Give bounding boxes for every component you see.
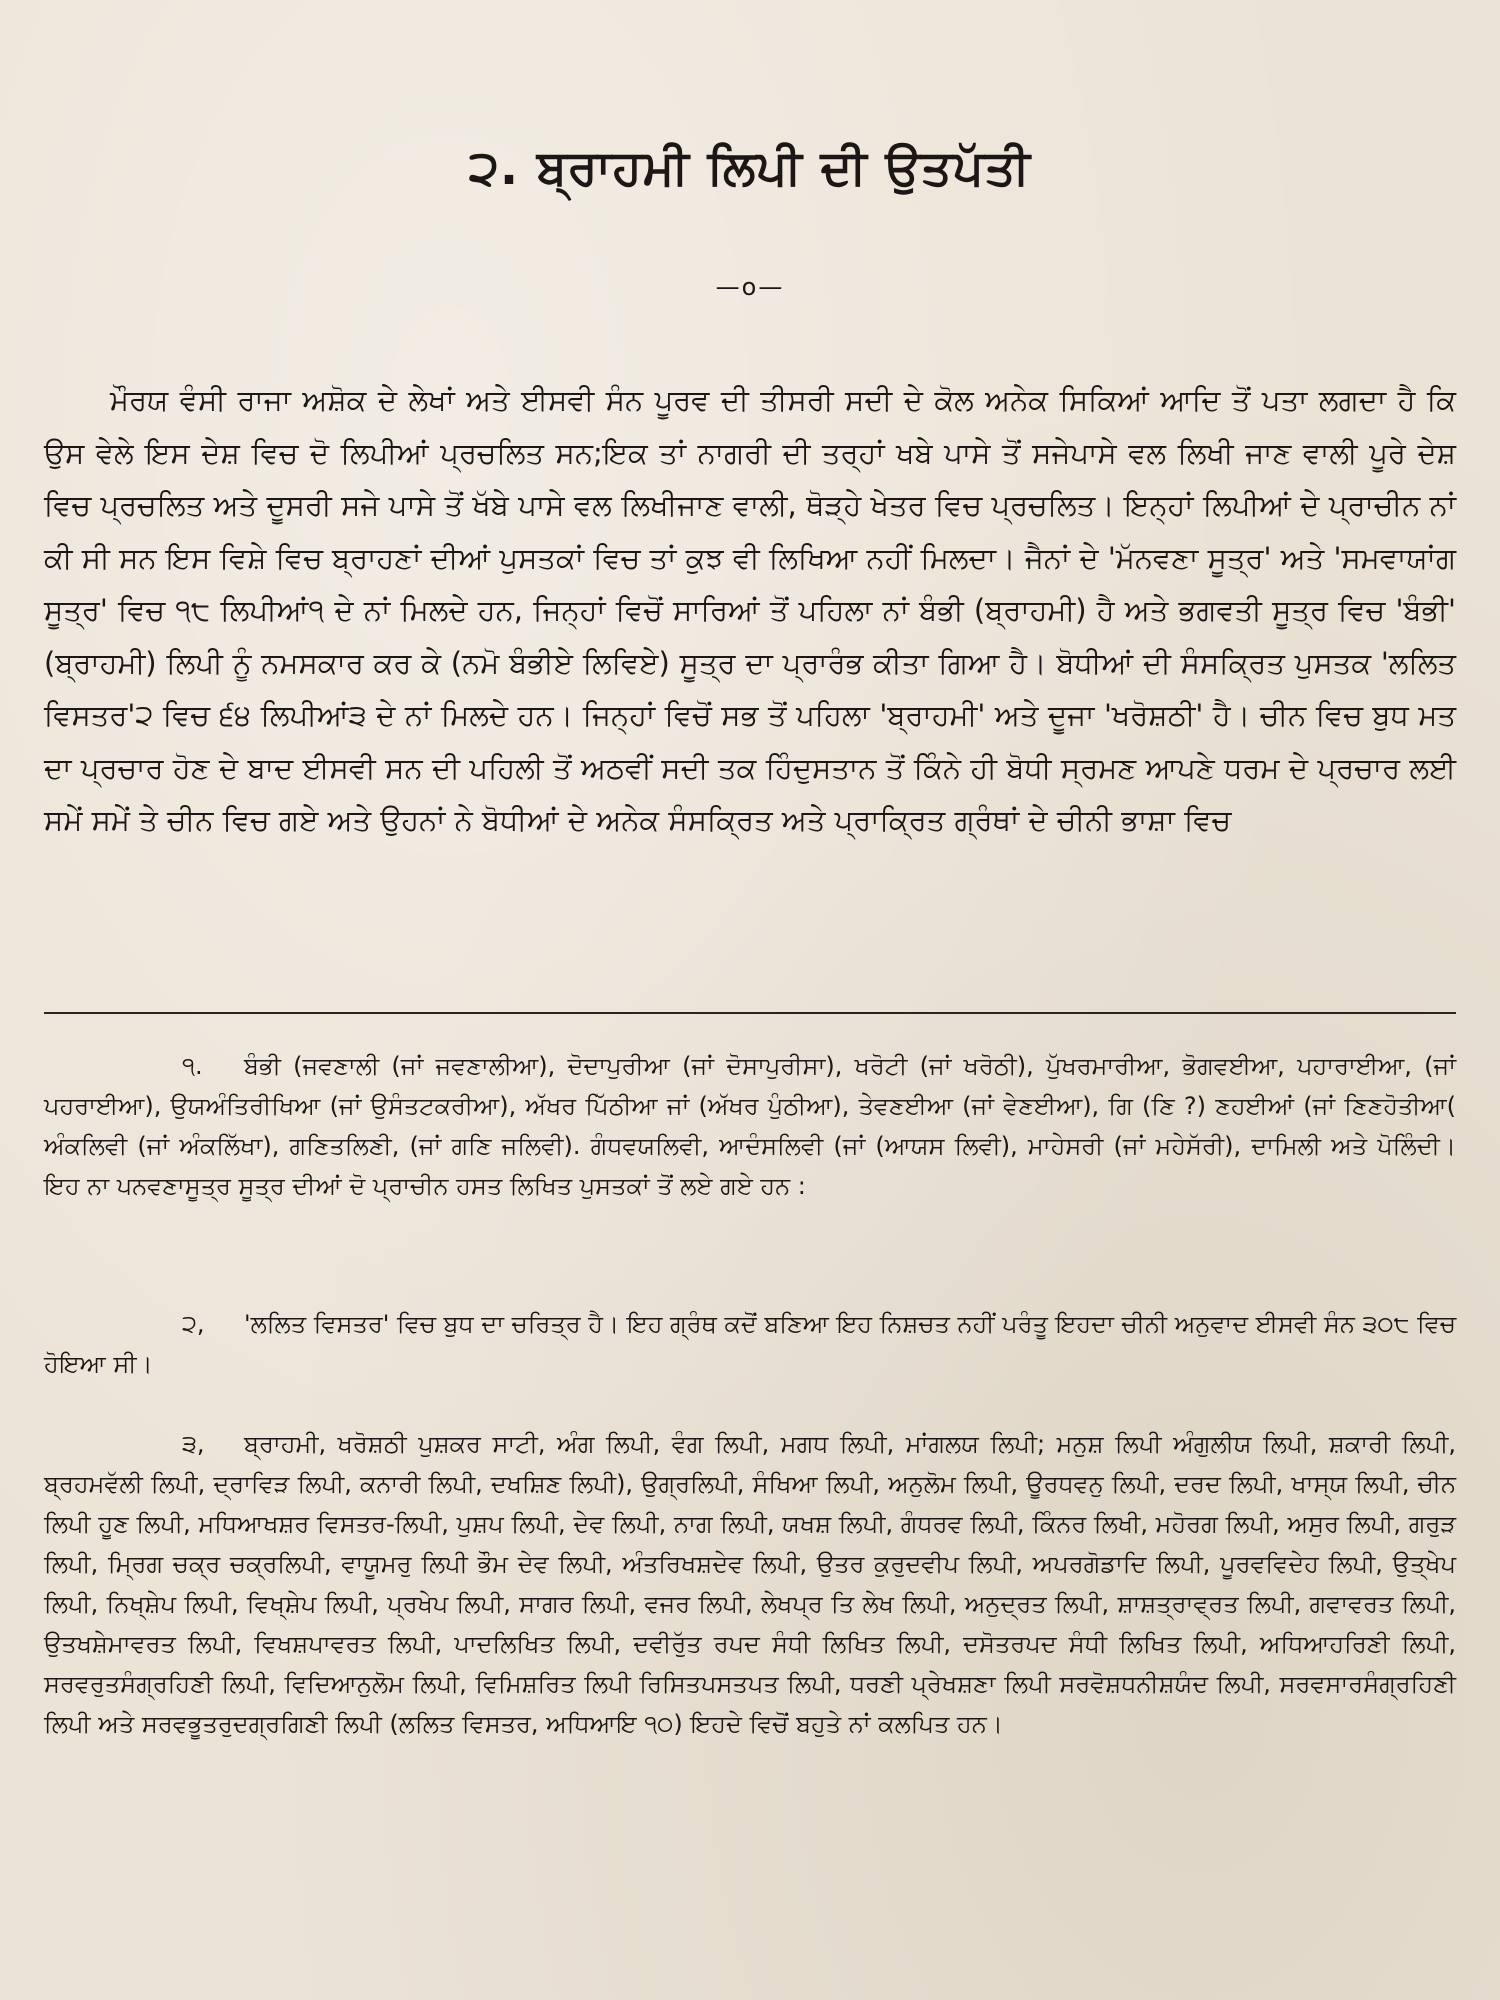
footnote-1 [44,1046,1456,1206]
footnote-1-text: ਬੰਭੀ (ਜਵਣਾਲੀ (ਜਾਂ ਜਵਣਾਲੀਆ), ਦੋਦਾਪੁਰੀਆ (ਜਾਂ ਦੋਸਾਪੁਰੀਸਾ), ਖਰੋਟੀ (ਜਾਂ ਖਰੋਠੀ), ਪੁੱਖਰਮਾਰੀਆ, ਭੋਗਵਈਆ, ਪਹਾਰਾਈਆ, (ਜਾਂ ਪਹਰਾਈਆ), ਉਯਅੰਤਿਰੀਖਿਆ (ਜਾਂ ਉਸੰਤਟਕਰੀਆ), ਅੱਖਰ ਪਿੱਠੀਆ ਜਾਂ (ਅੱਖਰ ਪੁੰਠੀਆ), ਤੇਵਣਈਆ (ਜਾਂ ਵੇਣਈਆ), ਗਿ (ਣਿ ?) ਣਹਈਆਂ (ਜਾਂ ਣਿਣਹੋਤੀਆ( ਅੰਕਲਿਵੀ (ਜਾਂ ਅੰਕਲਿੱਖਾ), ਗਣਿਤਲਿਣੀ, (ਜਾਂ ਗਣਿ ਜਲਿਵੀ). ਗੰਧਵਯਲਿਵੀ, ਆਦੰਸਲਿਵੀ (ਜਾਂ (ਆਯਸ ਲਿਵੀ), ਮਾਹੇਸਰੀ (ਜਾਂ ਮਹੇਸੱਰੀ), ਦਾਮਿਲੀ ਅਤੇ ਪੋਲਿੰਦੀ। ਇਹ ਨਾ ਪਨਵਣਾਸੂਤ੍ਰ ਸੂਤ੍ਰ ਦੀਆਂ ਦੋ ਪ੍ਰਾਚੀਨ ਹਸਤ ਲਿਖਿਤ ਪੁਸਤਕਾਂ ਤੋਂ ਲਏ ਗਏ ਹਨ : [44,1052,1456,1200]
footnote-2-text: 'ਲਲਿਤ ਵਿਸਤਰ' ਵਿਚ ਬੁਧ ਦਾ ਚਰਿਤ੍ਰ ਹੈ। ਇਹ ਗ੍ਰੰਥ ਕਦੋਂ ਬਣਿਆ ਇਹ ਨਿਸ਼ਚਤ ਨਹੀਂ ਪਰੰਤੂ ਇਹਦਾ ਚੀਨੀ ਅਨੁਵਾਦ ਈਸਵੀ ਸੰਨ ੩੦੮ ਵਿਚ ਹੋਇਆ ਸੀ। [44,1310,1456,1378]
footnote-3 [44,1424,1456,1744]
title-ornament: —o— [715,273,785,301]
body-paragraph: ਮੌਰਯ ਵੰਸੀ ਰਾਜਾ ਅਸ਼ੋਕ ਦੇ ਲੇਖਾਂ ਅਤੇ ਈਸਵੀ ਸੰਨ ਪੂਰਵ ਦੀ ਤੀਸਰੀ ਸਦੀ ਦੇ ਕੋਲ ਅਨੇਕ ਸਿਕਿਆਂ ਆਦਿ ਤੋਂ ਪਤਾ ਲਗਦਾ ਹੈ ਕਿ ਉਸ ਵੇਲੇ ਇਸ ਦੇਸ਼ ਵਿਚ ਦੋ ਲਿਪੀਆਂ ਪ੍ਰਚਲਿਤ ਸਨ;ਇਕ ਤਾਂ ਨਾਗਰੀ ਦੀ ਤਰ੍ਹਾਂ ਖਬੇ ਪਾਸੇ ਤੋਂ ਸਜੇਪਾਸੇ ਵਲ ਲਿਖੀ ਜਾਣ ਵਾਲੀ ਪੂਰੇ ਦੇਸ਼ ਵਿਚ ਪ੍ਰਚਲਿਤ ਅਤੇ ਦੂਸਰੀ ਸਜੇ ਪਾਸੇ ਤੋਂ ਖੱਬੇ ਪਾਸੇ ਵਲ ਲਿਖੀਜਾਣ ਵਾਲੀ, ਥੋੜ੍ਹੇ ਖੇਤਰ ਵਿਚ ਪ੍ਰਚਲਿਤ। ਇਨ੍ਹਾਂ ਲਿਪੀਆਂ ਦੇ ਪ੍ਰਾਚੀਨ ਨਾਂ ਕੀ ਸੀ ਸਨ ਇਸ ਵਿਸ਼ੇ ਵਿਚ ਬ੍ਰਾਹਣਾਂ ਦੀਆਂ ਪੁਸਤਕਾਂ ਵਿਚ ਤਾਂ ਕੁਝ ਵੀ ਲਿਖਿਆ ਨਹੀਂ ਮਿਲਦਾ। ਜੈਨਾਂ ਦੇ 'ਮੱਨਵਣਾ ਸੂਤ੍ਰ' ਅਤੇ 'ਸਮਵਾਯਾਂਗ ਸੂਤ੍ਰ' ਵਿਚ ੧੮ ਲਿਪੀਆਂ੧ ਦੇ ਨਾਂ ਮਿਲਦੇ ਹਨ, ਜਿਨ੍ਹਾਂ ਵਿਚੋਂ ਸਾਰਿਆਂ ਤੋਂ ਪਹਿਲਾ ਨਾਂ ਬੰਭੀ (ਬ੍ਰਾਹਮੀ) ਹੈ ਅਤੇ ਭਗਵਤੀ ਸੂਤ੍ਰ ਵਿਚ 'ਬੰਭੀ' (ਬ੍ਰਾਹਮੀ) ਲਿਪੀ ਨੂੰ ਨਮਸਕਾਰ ਕਰ ਕੇ (ਨਮੋ ਬੰਭੀਏ ਲਿਵਿਏ) ਸੂਤ੍ਰ ਦਾ ਪ੍ਰਾਰੰਭ ਕੀਤਾ ਗਿਆ ਹੈ। ਬੋਧੀਆਂ ਦੀ ਸੰਸਕ੍ਰਿਤ ਪੁਸਤਕ 'ਲਲਿਤ ਵਿਸਤਰ'੨ ਵਿਚ ੬੪ ਲਿਪੀਆਂ੩ ਦੇ ਨਾਂ ਮਿਲਦੇ ਹਨ। ਜਿਨ੍ਹਾਂ ਵਿਚੋਂ ਸਭ ਤੋਂ ਪਹਿਲਾ 'ਬ੍ਰਾਹਮੀ' ਅਤੇ ਦੂਜਾ 'ਖਰੋਸ਼ਠੀ' ਹੈ। ਚੀਨ ਵਿਚ ਬੁਧ ਮਤ ਦਾ ਪ੍ਰਚਾਰ ਹੋਣ ਦੇ ਬਾਦ ਈਸਵੀ ਸਨ ਦੀ ਪਹਿਲੀ ਤੋਂ ਅਠਵੀਂ ਸਦੀ ਤਕ ਹਿੰਦੁਸਤਾਨ ਤੋਂ ਕਿੰਨੇ ਹੀ ਬੋਧੀ ਸ੍ਰਮਣ ਆਪਣੇ ਧਰਮ ਦੇ ਪ੍ਰਚਾਰ ਲਈ ਸਮੇਂ ਸਮੇਂ ਤੇ ਚੀਨ ਵਿਚ ਗਏ ਅਤੇ ਉਹਨਾਂ ਨੇ ਬੋਧੀਆਂ ਦੇ ਅਨੇਕ ਸੰਸਕ੍ਰਿਤ ਅਤੇ ਪ੍ਰਾਕ੍ਰਿਤ ਗ੍ਰੰਥਾਂ ਦੇ ਚੀਨੀ ਭਾਸ਼ਾ ਵਿਚ [44,383,1456,837]
footnote-3-text: ਬ੍ਰਾਹਮੀ, ਖਰੋਸ਼ਠੀ ਪੁਸ਼ਕਰ ਸਾਟੀ, ਅੰਗ ਲਿਪੀ, ਵੰਗ ਲਿਪੀ, ਮਗਧ ਲਿਪੀ, ਮਾਂਗਲਯ ਲਿਪੀ; ਮਨੁਸ਼ ਲਿਪੀ ਅੰਗੁਲੀਯ ਲਿਪੀ, ਸ਼ਕਾਰੀ ਲਿਪੀ, ਬ੍ਰਹਮਵੱਲੀ ਲਿਪੀ, ਦ੍ਰਾਵਿੜ ਲਿਪੀ, ਕਨਾਰੀ ਲਿਪੀ, ਦਖਸ਼ਿਣ ਲਿਪੀ), ਉਗ੍ਰਲਿਪੀ, ਸੰਖਿਆ ਲਿਪੀ, ਅਨੁਲੋਮ ਲਿਪੀ, ਊਰਧਵਨੁ ਲਿਪੀ, ਦਰਦ ਲਿਪੀ, ਖਾਸ੍ਯ ਲਿਪੀ, ਚੀਨ ਲਿਪੀ ਹੂਣ ਲਿਪੀ, ਮਧਿਆਖਸ਼ਰ ਵਿਸਤਰ-ਲਿਪੀ, ਪੁਸ਼ਪ ਲਿਪੀ, ਦੇਵ ਲਿਪੀ, ਨਾਗ ਲਿਪੀ, ਯਖਸ਼ ਲਿਪੀ, ਗੰਧਰਵ ਲਿਪੀ, ਕਿੰਨਰ ਲਿਖੀ, ਮਹੋਰਗ ਲਿਪੀ, ਅਸੁਰ ਲਿਪੀ, ਗਰੁੜ ਲਿਪੀ, ਮ੍ਰਿਗ ਚਕ੍ਰ ਚਕ੍ਰਲਿਪੀ, ਵਾਯੂਮਰੁ ਲਿਪੀ ਭੌਮ ਦੇਵ ਲਿਪੀ, ਅੰਤਰਿਖਸ਼ਦੇਵ ਲਿਪੀ, ਉਤਰ ਕੁਰੁਦਵੀਪ ਲਿਪੀ, ਅਪਰਗੋਡਾਦਿ ਲਿਪੀ, ਪੂਰਵਵਿਦੇਹ ਲਿਪੀ, ਉਤ੍ਖੇਪ ਲਿਪੀ, ਨਿਖ੍ਸ਼ੇਪ ਲਿਪੀ, ਵਿਖ੍ਸ਼ੇਪ ਲਿਪੀ, ਪ੍ਰਖੇਪ ਲਿਪੀ, ਸਾਗਰ ਲਿਪੀ, ਵਜਰ ਲਿਪੀ, ਲੇਖਪ੍ਰ ਤਿ ਲੇਖ ਲਿਪੀ, ਅਨੁਦ੍ਰਤ ਲਿਪੀ, ਸ਼ਾਸ਼ਤ੍ਰਾਵ੍ਰਤ ਲਿਪੀ, ਗਵਾਵਰਤ ਲਿਪੀ, ਉਤਖਸ਼ੇਮਾਵਰਤ ਲਿਪੀ, ਵਿਖਸ਼ਪਾਵਰਤ ਲਿਪੀ, ਪਾਦਲਿਖਿਤ ਲਿਪੀ, ਦਵੀਰੁੱਤ ਰਪਦ ਸੰਧੀ ਲਿਖਿਤ ਲਿਪੀ, ਦਸੋਤਰਪਦ ਸੰਧੀ ਲਿਖਿਤ ਲਿਪੀ, ਅਧਿਆਹਰਿਣੀ ਲਿਪੀ, ਸਰਵਰੁਤਸੰਗ੍ਰਹਿਣੀ ਲਿਪੀ, ਵਿਦਿਆਨੁਲੋਮ ਲਿਪੀ, ਵਿਮਿਸ਼ਰਿਤ ਲਿਪੀ ਰਿਸਿਤਪਸਤਪਤ ਲਿਪੀ, ਧਰਣੀ ਪ੍ਰੇਖਸ਼ਣਾ ਲਿਪੀ ਸਰਵੋਸ਼ਧਨੀਸ਼ਯੰਦ ਲਿਪੀ, ਸਰਵਸਾਰਸੰਗ੍ਰਹਿਣੀ ਲਿਪੀ ਅਤੇ ਸਰਵਭੂਤਰੁਦਗ੍ਰਗਿਣੀ ਲਿਪੀ (ਲਲਿਤ ਵਿਸਤਰ, ਅਧਿਆਇ ੧੦) ਇਹਦੇ ਵਿਚੋਂ ਬਹੁਤੇ ਨਾਂ ਕਲਪਿਤ ਹਨ। [44,1430,1456,1738]
footnote-2-number: ੨, [182,1310,205,1338]
footnote-3-number: ੩, [182,1430,205,1458]
footnote-divider [44,1012,1456,1014]
footnote-1-number: ੧. [182,1052,203,1080]
footnote-2 [44,1304,1456,1384]
chapter-title: ੨. ਬ੍ਰਾਹਮੀ ਲਿਪੀ ਦੀ ਉਤਪੱਤੀ [469,140,1031,196]
